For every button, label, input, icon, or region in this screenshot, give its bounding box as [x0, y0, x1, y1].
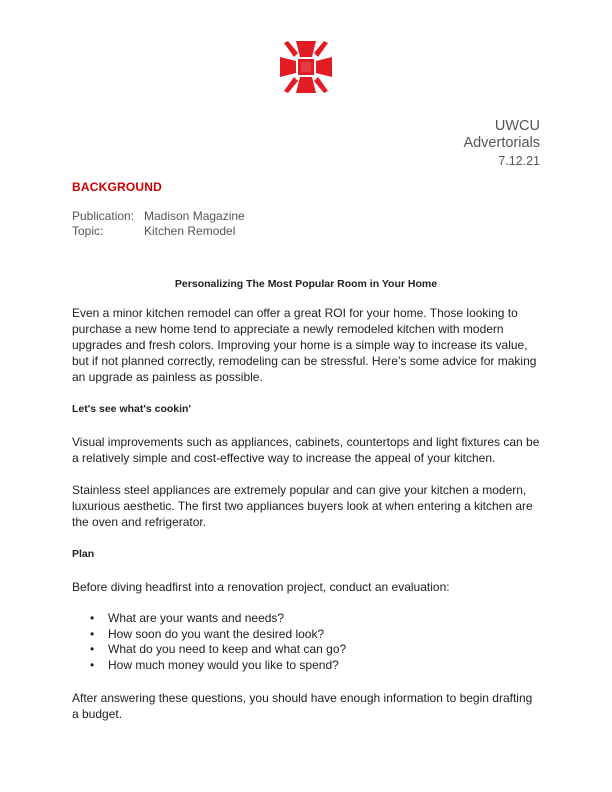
section-heading-cookin: Let's see what's cookin' — [72, 403, 191, 415]
logo-icon — [274, 35, 338, 99]
document-header — [463, 118, 540, 169]
department-name: Advertorials — [463, 135, 540, 151]
publication-label: Publication: — [72, 209, 135, 223]
list-item: • What are your wants and needs? — [90, 611, 542, 627]
background-meta — [72, 209, 245, 238]
publication-value: Madison Magazine — [144, 209, 245, 223]
article-body — [72, 305, 542, 738]
list-item: • How soon do you want the desired look? — [90, 627, 542, 643]
visual-improvements-paragraph: Visual improvements such as appliances, cabinets, countertops and light fixtures can be a relatively simple and cost-effective way to increase the appeal of your kitchen. — [72, 435, 540, 465]
article-title: Personalizing The Most Popular Room in Your Home — [174, 278, 438, 290]
topic-label: Topic: — [72, 223, 104, 238]
topic-row — [72, 224, 245, 239]
stainless-steel-paragraph: Stainless steel appliances are extremely popular and can give your kitchen a modern, luxurious aesthetic. The first two appliances buyers look at when entering a kitchen are the oven and refrigerator. — [72, 483, 533, 529]
document-date: 7.12.21 — [498, 154, 540, 168]
intro-paragraph: Even a minor kitchen remodel can offer a great ROI for your home. Those looking to purchase a new home tend to appreciate a newly remodeled kitchen with modern upgrades and fresh colors. Improving your home is a simple way to increase its value, but if not planned correctly, remodeling can be stressful. Here’s some advice for making an upgrade as painless as possible. — [72, 306, 537, 384]
topic-value: Kitchen Remodel — [144, 223, 236, 238]
publication-row — [72, 209, 245, 224]
evaluation-paragraph: Before diving headfirst into a renovation project, conduct an evaluation: — [72, 580, 450, 594]
section-heading-plan: Plan — [72, 548, 95, 560]
list-item: • What do you need to keep and what can go? — [90, 642, 542, 658]
budget-paragraph: After answering these questions, you should have enough information to begin drafting a budget. — [72, 691, 533, 721]
list-item: • How much money would you like to spend? — [90, 658, 542, 674]
org-name: UWCU — [494, 118, 540, 134]
evaluation-question-list — [72, 611, 542, 673]
background-heading: BACKGROUND — [72, 180, 162, 194]
